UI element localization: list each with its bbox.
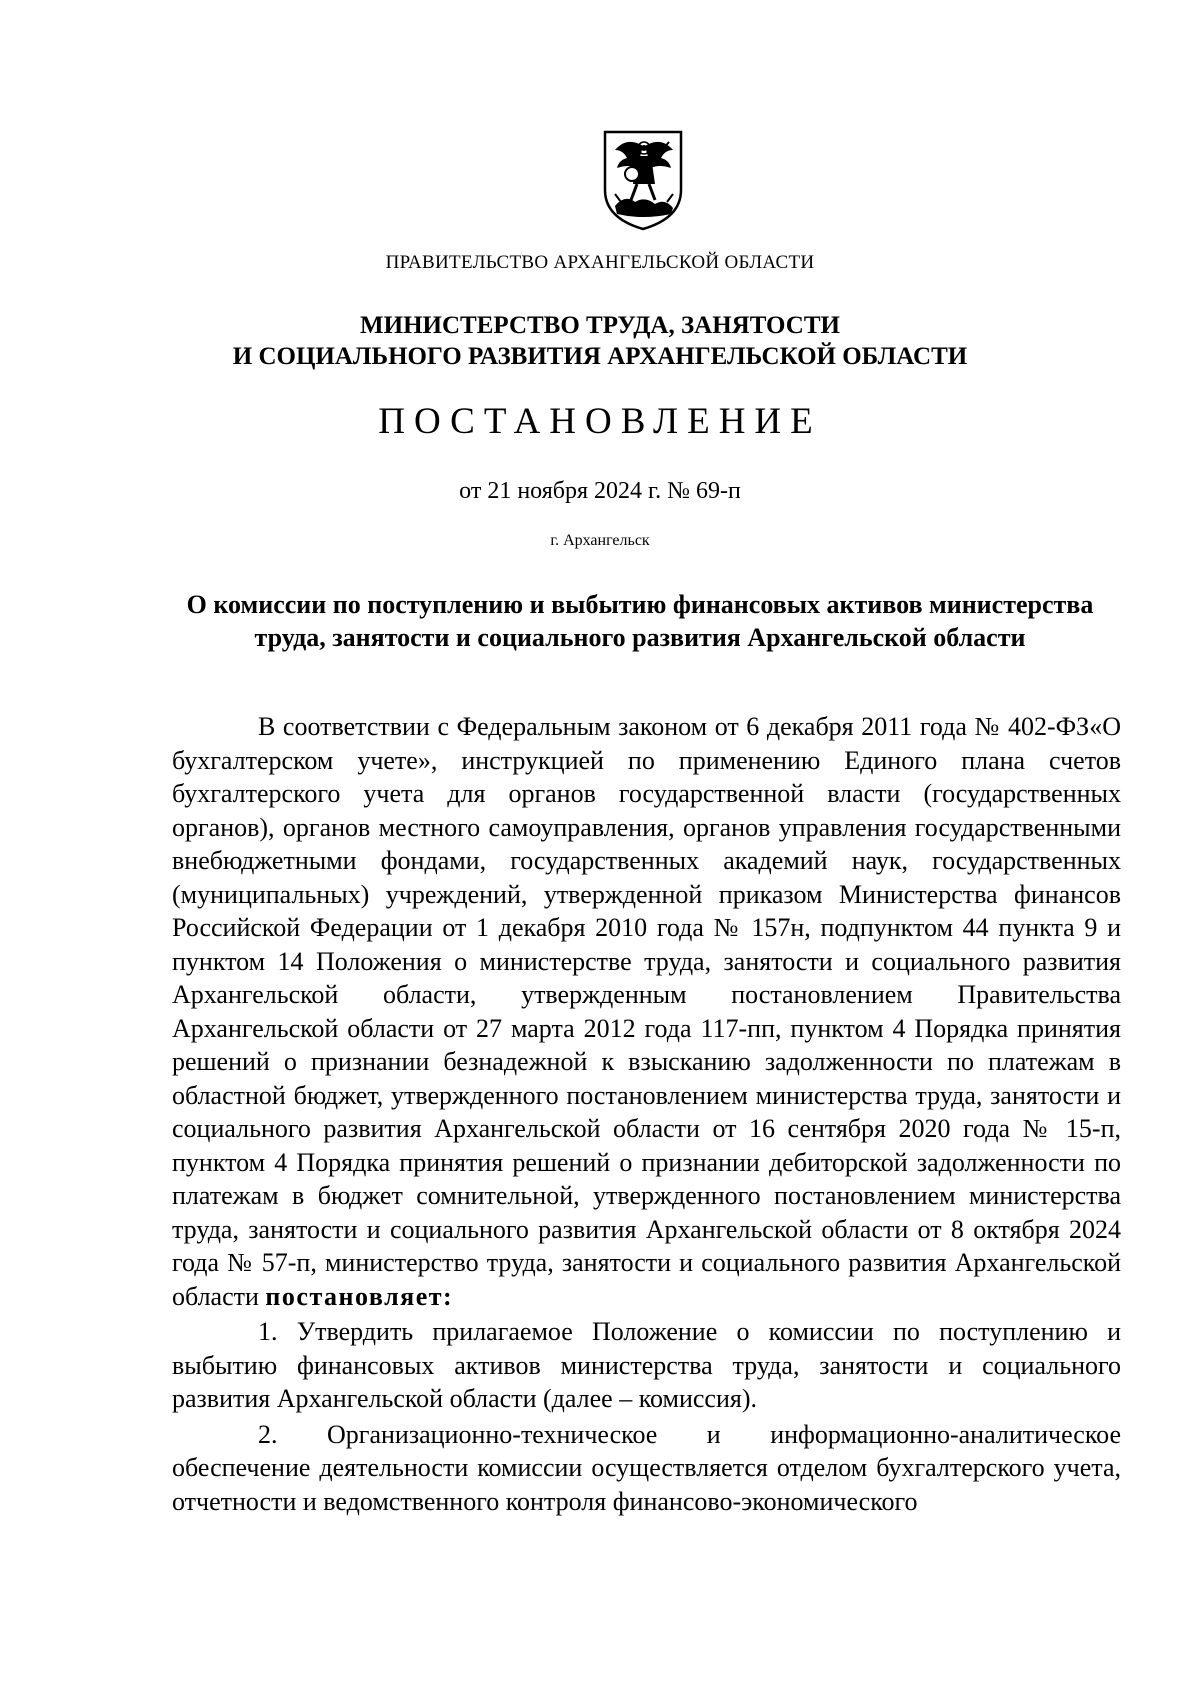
document-body [172,710,1121,1518]
item-1-paragraph: 1. Утвердить прилагаемое Положение о комиссии по поступлению и выбытию финансовых активов министерства труда, занятости и социального развития Архангельской области (далее – комиссия). [172,1317,1121,1413]
preamble-text: В соответствии с Федеральным законом от 6 декабря 2011 года № 402-ФЗ«О бухгалтерском учете», инструкцией по применению Единого плана счетов бухгалтерского учета для органов государственной власти (государственных органов), органов местного самоуправления, органов управления государственными внебюджетными фондами, государственных академий наук, государственных (муниципальных) учреждений, утвержденной приказом Министерства финансов Российской Федерации от 1 декабря 2010 года № 157н, подпунктом 44 пункта 9 и пунктом 14 Положения о министерстве труда, занятости и социального развития Архангельской области, утвержденным постановлением Правительства Архангельской области от 27 марта 2012 года 117-пп, пунктом 4 Порядка принятия решений о признании безнадежной к взысканию задолженности по платежам в областной бюджет, утвержденного постановлением министерства труда, занятости и социального развития Архангельской области от 16 сентября 2020 года № 15-п, пунктом 4 Порядка принятия решений о признании дебиторской задолженности по платежам в бюджет сомнительной, утвержденного постановлением министерства труда, занятости и социального развития Архангельской области от 8 октября 2024 года № 57-п, министерство труда, занятости и социального развития Архангельской области [172,712,1121,1311]
ministry-heading-line2: И СОЦИАЛЬНОГО РАЗВИТИЯ АРХАНГЕЛЬСКОЙ ОБЛАСТИ [232,343,968,370]
date-and-number: от 21 ноября 2024 г. № 69-п [459,478,741,504]
government-heading: ПРАВИТЕЛЬСТВО АРХАНГЕЛЬСКОЙ ОБЛАСТИ [385,252,815,273]
item-2-paragraph: 2. Организационно-техническое и информационно-аналитическое обеспечение деятельности комиссии осуществляется отделом бухгалтерского учета, отчетности и ведомственного контроля финансово-экономического [172,1419,1121,1516]
city-line: г. Архангельск [550,532,650,549]
decree-word: постановляет: [265,1281,454,1311]
document-title: О комиссии по поступлению и выбытию финансовых активов министерства труда, занятости и социального развития Архангельской области [186,590,1094,652]
coat-of-arms-icon [601,128,685,232]
preamble-paragraph [172,710,1121,1313]
ministry-heading-line1: МИНИСТЕРСТВО ТРУДА, ЗАНЯТОСТИ [360,312,840,339]
document-type: ПОСТАНОВЛЕНИЕ [378,401,822,442]
ministry-heading [0,310,1200,372]
